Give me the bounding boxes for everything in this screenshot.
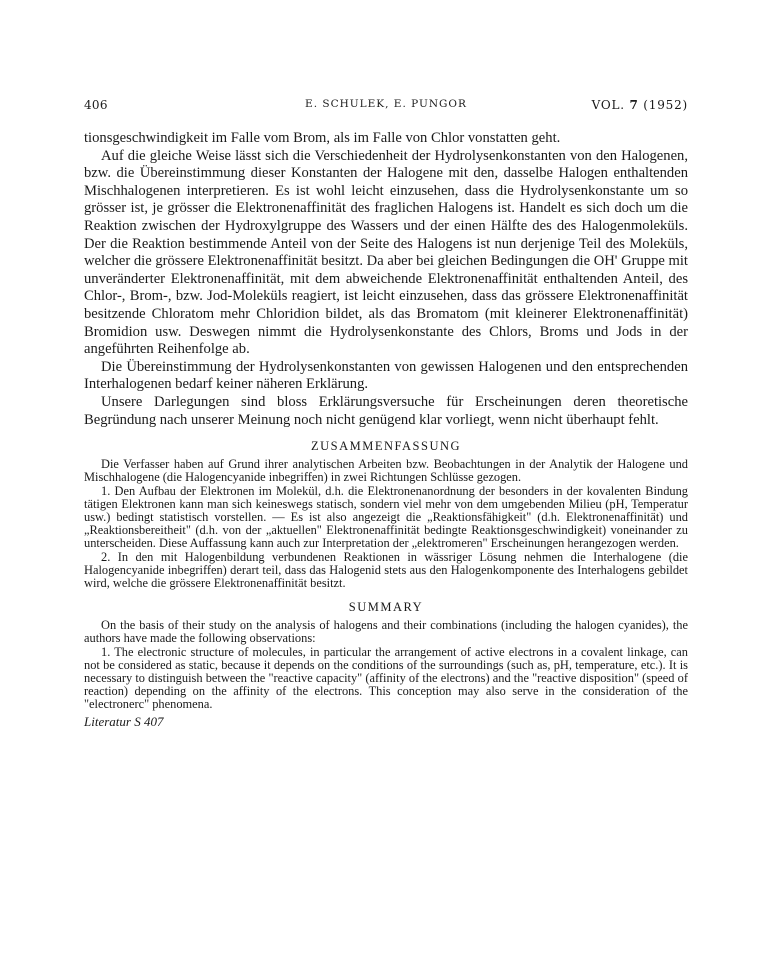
- summary-paragraph: On the basis of their study on the analysis of halogens and their combinations (including the halogen cyanides), the authors have made the following observations:: [84, 618, 688, 646]
- body-paragraph: tionsgeschwindigkeit im Falle vom Brom, als im Falle von Chlor vonstatten geht.: [84, 130, 561, 146]
- zusammenfassung-paragraph: 2. In den mit Halogenbildung verbundenen Reaktionen in wässriger Lösung nehmen die Interhalogene (die Halogencyanide inbegriffen) derart teil, dass das Halogenid stets aus den Halogenkomponente des Interhalogens gebildet wird, welche die grössere Elektronenaffinität besitzt.: [84, 549, 688, 590]
- zusammenfassung-section: [84, 458, 688, 590]
- zusammenfassung-paragraph: 1. Den Aufbau der Elektronen im Molekül, d.h. die Elektronenanordnung der besonders in der kovalenten Bindung tätigen Elektronen kann man sich keineswegs statisch, sondern viel mehr von dem umgebenden Milieu (pH, Temperatur usw.) bedingt statistisch vorstellen. — Es ist also angezeigt die „Reaktionsfähigkeit" (d.h. Elektronenaffinität) und „Reaktionsbereitheit" (d.h. von der „aktuellen" Elektronenaffinität bedingte Reaktionsgeschwindigkeit) voneinander zu unterscheiden. Diese Auffassung kann auch zur Interpretation der „elektromeren" Erscheinungen herangezogen werden.: [84, 483, 688, 551]
- summary-paragraph: 1. The electronic structure of molecules, in particular the arrangement of active electrons in a covalent linkage, can not be considered as static, because it depends on the conditions of the surroundings (such as, pH, temperature, etc.). It is necessary to distinguish between the "reactive capacity" (affinity of the electrons) and the "reactive disposition" (speed of reaction) depending on the affinity of the electrons. This conception may also serve in the consideration of the "electronerc" phenomena.: [84, 644, 688, 712]
- volume-label: VOL.: [591, 98, 625, 112]
- document-page: [84, 98, 688, 730]
- page-number: 406: [84, 98, 108, 112]
- body-paragraph: Auf die gleiche Weise lässt sich die Verschiedenheit der Hydrolysenkonstanten von den Halogenen, bzw. die Übereinstimmung dieser Konstanten der Halogene mit den, dasselbe Halogen enthaltenden Mischhalogenen interpretieren. Es ist wohl leicht einzusehen, dass die Hydrolysenkonstante um so grösser ist, je grösser die Elektronenaffinität des fraglichen Halogens ist. Handelt es sich doch um die Reaktion zwischen der Hydroxylgruppe des Wassers und der einen Hälfte des des Halogenmoleküls. Der die Reaktion bestimmende Anteil von der Seite des Halogens ist nun derjenige Teil des Moleküls, welcher die grössere Elektronenaffinität besitzt. Da aber bei gleichen Bedingungen die OH' Gruppe mit unveränderter Elektronenaffinität, mit dem abweichende Elektronenaffinität enthaltenden Anteil, des Chlor-, Brom-, bzw. Jod-Moleküls reagiert, ist leicht einzusehen, dass das grössere Elektronenaffinität besitzende Chloratom mehr Chloridion bildet, als das Bromatom (mit kleinerer Elektronenaffinität) Bromidion usw. Deswegen nimmt die Hydrolysenkonstante des Chlors, Broms und Jods in der angeführten Reihenfolge ab.: [84, 147, 688, 358]
- body-paragraph: Unsere Darlegungen sind bloss Erklärungsversuche für Erscheinungen deren theoretische Begründung nach unserer Meinung noch nicht genügend klar vorliegt, wenn nicht überhaupt fehlt.: [84, 393, 688, 428]
- volume-year: (1952): [643, 98, 688, 112]
- volume-number: 7: [629, 98, 639, 112]
- zusammenfassung-paragraph: Die Verfasser haben auf Grund ihrer analytischen Arbeiten bzw. Beobachtungen in der Analytik der Halogene und Mischhalogene (die Halogencyanide inbegriffen) in zwei Richtungen Schlüsse gezogen.: [84, 457, 688, 485]
- running-head: [84, 98, 688, 116]
- body-text: [84, 130, 688, 429]
- summary-heading: SUMMARY: [348, 600, 424, 615]
- running-head-authors: E. SCHULEK, E. PUNGOR: [305, 98, 467, 110]
- reference-note: Literatur S 407: [84, 713, 164, 729]
- volume-info: [592, 98, 688, 112]
- summary-section: [84, 619, 688, 711]
- body-paragraph: Die Übereinstimmung der Hydrolysenkonstanten von gewissen Halogenen und den entsprechenden Interhalogenen bedarf keiner näheren Erklärung.: [84, 358, 688, 393]
- zusammenfassung-heading: ZUSAMMENFASSUNG: [310, 439, 462, 454]
